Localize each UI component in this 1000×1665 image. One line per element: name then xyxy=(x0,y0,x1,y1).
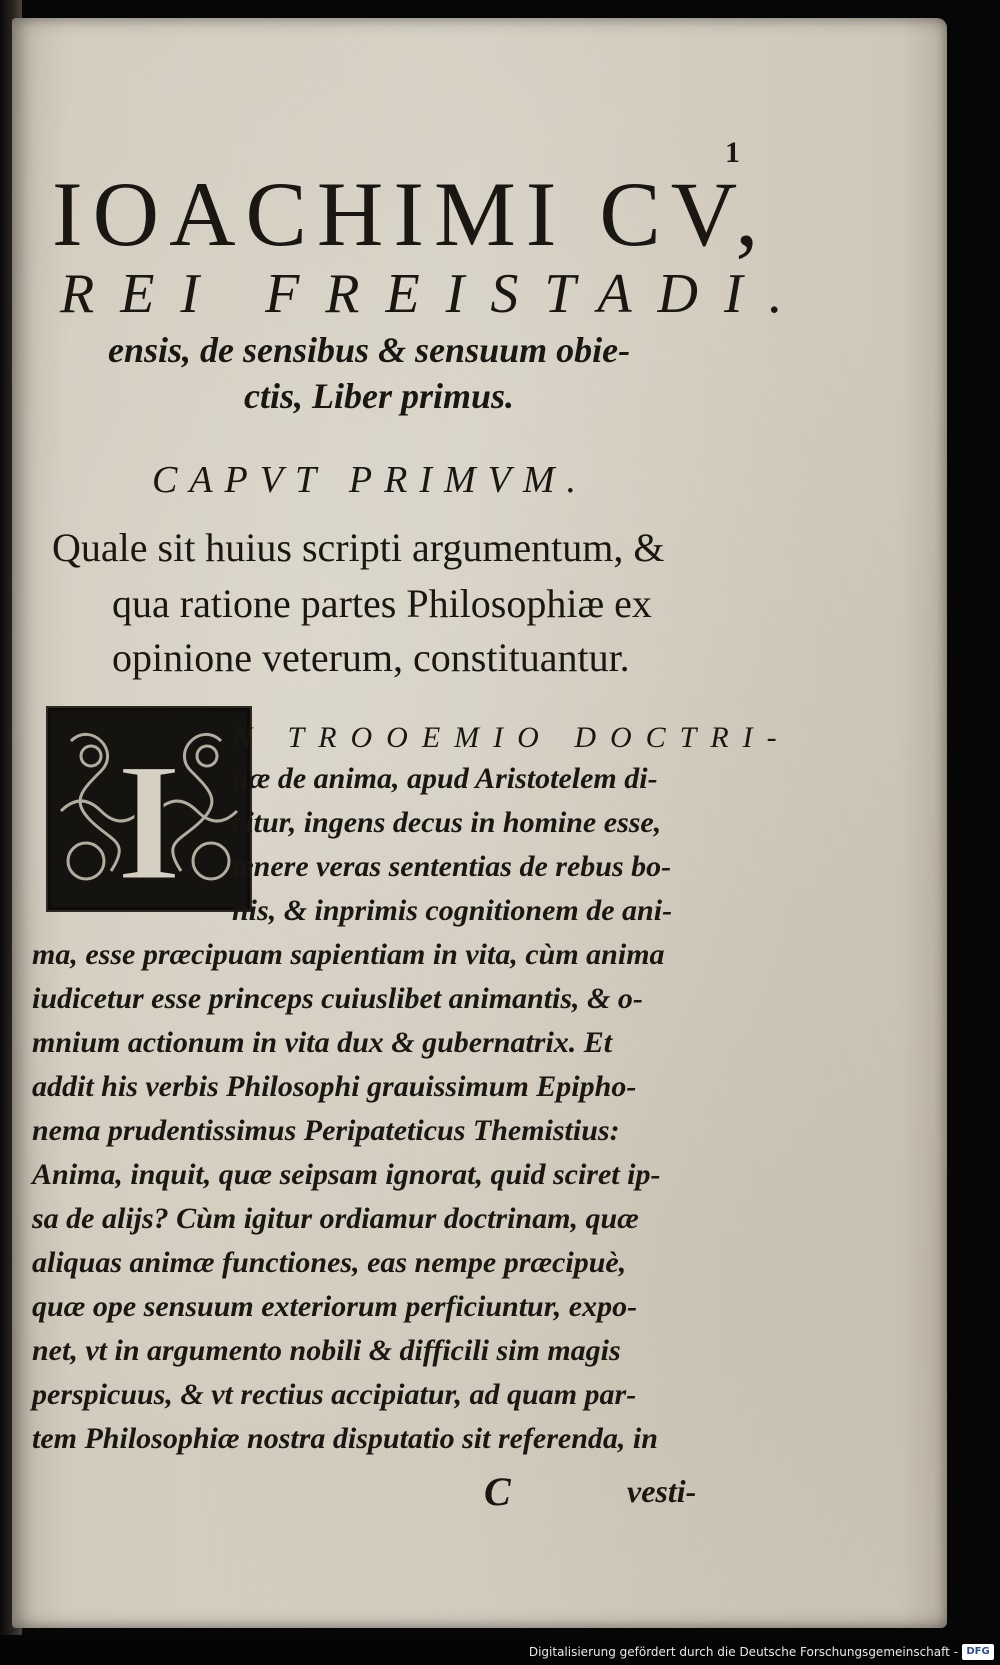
title-line-2: REI FREISTADI. xyxy=(60,263,809,325)
body-line: nis, & inprimis cognitionem de ani- xyxy=(232,894,673,927)
body-line: quæ ope sensuum exteriorum perficiuntur, expo- xyxy=(32,1290,638,1323)
book-page xyxy=(12,18,947,1628)
chapter-heading: CAPVT PRIMVM. xyxy=(152,459,589,501)
body-line: sa de alijs? Cùm igitur ordiamur doctrinam, quæ xyxy=(32,1202,639,1235)
body-line: ma, esse præcipuam sapientiam in vita, cùm anima xyxy=(32,938,665,971)
body-line: iudicetur esse princeps cuiuslibet animantis, & o- xyxy=(32,982,643,1015)
page-number: 1 xyxy=(725,136,740,169)
body-line: nema prudentissimus Peripateticus Themistius: xyxy=(32,1114,620,1147)
body-line: N TROOEMIO DOCTRI- xyxy=(232,721,791,754)
body-line: net, vt in argumento nobili & difficili sim magis xyxy=(32,1334,621,1367)
body-line: addit his verbis Philosophi grauissimum Epipho- xyxy=(32,1070,637,1103)
title-line-1: IOACHIMI CV, xyxy=(52,163,769,265)
body-line: Anima, inquit, quæ seipsam ignorat, quid sciret ip- xyxy=(32,1158,661,1191)
title-line-3: ensis, de sensibus & sensuum obie- xyxy=(108,330,631,370)
body-line: aliquas animæ functiones, eas nempe præcipuè, xyxy=(32,1246,627,1279)
decorated-initial xyxy=(48,708,250,910)
initial-letter: I xyxy=(115,728,183,907)
dfg-credit: Digitalisierung gefördert durch die Deutsche Forschungsgemeinschaft - xyxy=(528,1645,958,1659)
body-line: citur, ingens decus in homine esse, xyxy=(232,806,662,839)
chapter-summary-line: opinione veterum, constituantur. xyxy=(112,635,630,680)
body-line: næ de anima, apud Aristotelem di- xyxy=(232,762,658,795)
chapter-summary-line: Quale sit huius scripti argumentum, & xyxy=(52,525,665,570)
dfg-logo-icon: DFG xyxy=(962,1644,994,1660)
footer-bar xyxy=(0,1635,1000,1665)
signature-mark: C xyxy=(484,1469,511,1514)
chapter-summary-line: qua ratione partes Philosophiæ ex xyxy=(112,581,652,626)
body-line: tem Philosophiæ nostra disputatio sit referenda, in xyxy=(32,1422,658,1455)
body-line: mnium actionum in vita dux & gubernatrix. Et xyxy=(32,1026,613,1059)
floral-initial-icon xyxy=(51,711,247,907)
title-line-4: ctis, Liber primus. xyxy=(244,376,515,416)
catchword: vesti- xyxy=(627,1473,697,1509)
body-line: perspicuus, & vt rectius accipiatur, ad quam par- xyxy=(32,1378,637,1411)
body-line: tenere veras sententias de rebus bo- xyxy=(232,850,672,883)
